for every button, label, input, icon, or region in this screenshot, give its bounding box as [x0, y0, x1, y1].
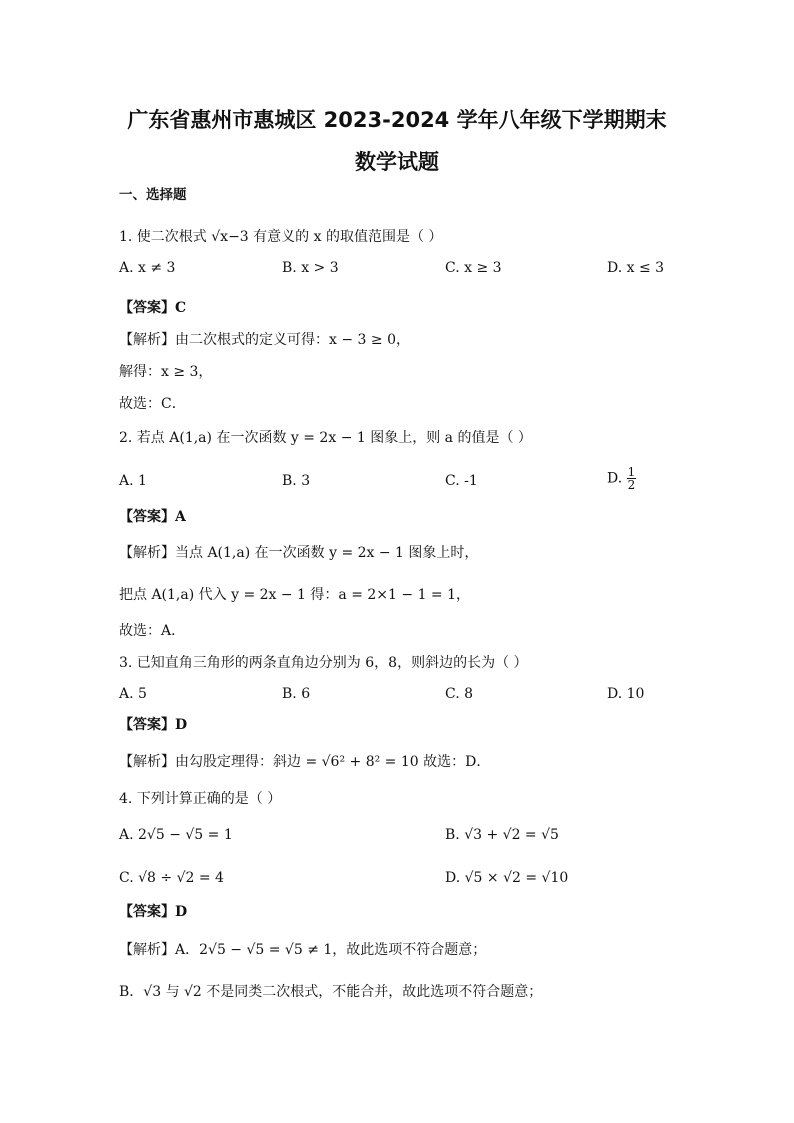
q1-stem: 1. 使二次根式 √x−3 有意义的 x 的取值范围是（ ）: [119, 229, 443, 245]
q3-option-c: C. 8: [445, 686, 474, 702]
q3-answer: 【答案】D: [119, 717, 188, 733]
q2-option-c: C. -1: [445, 473, 478, 489]
q3-stem: 3. 已知直角三角形的两条直角边分别为 6，8，则斜边的长为（ ）: [119, 655, 528, 671]
q2-substitution: 把点 A(1,a) 代入 y = 2x − 1 得：a = 2×1 − 1 = 1，: [119, 587, 471, 603]
q3-analysis: 【解析】由勾股定理得：斜边 = √6² + 8² = 10 故选：D．: [119, 754, 491, 770]
q2-analysis: 【解析】当点 A(1,a) 在一次函数 y = 2x − 1 图象上时，: [119, 545, 479, 561]
q2-choose: 故选：A．: [119, 623, 186, 639]
q3-option-a: A. 5: [119, 686, 147, 702]
q1-analysis: 【解析】由二次根式的定义可得：x − 3 ≥ 0，: [119, 332, 410, 348]
q2-option-a: A. 1: [119, 473, 147, 489]
title-line-2: 数学试题: [355, 150, 439, 174]
fraction-denominator: 2: [627, 478, 636, 492]
q2-option-b: B. 3: [282, 473, 311, 489]
q2-stem: 2. 若点 A(1,a) 在一次函数 y = 2x − 1 图象上，则 a 的值是（ ）: [119, 430, 532, 446]
q4-option-b: B. √3 + √2 = √5: [445, 827, 559, 843]
q4-analysis-a: 【解析】A．2√5 − √5 = √5 ≠ 1，故此选项不符合题意；: [119, 942, 487, 958]
q1-answer: 【答案】C: [119, 300, 187, 316]
q4-analysis-b: B．√3 与 √2 不是同类二次根式，不能合并，故此选项不符合题意；: [119, 984, 543, 1000]
q1-option-d: D. x ≤ 3: [607, 260, 665, 276]
q1-option-c: C. x ≥ 3: [445, 260, 502, 276]
q3-option-d: D. 10: [607, 686, 645, 702]
q4-answer: 【答案】D: [119, 904, 188, 920]
q1-option-b: B. x > 3: [282, 260, 339, 276]
q1-option-a: A. x ≠ 3: [119, 260, 176, 276]
q4-option-c: C. √8 ÷ √2 = 4: [119, 870, 224, 886]
q1-solve: 解得：x ≥ 3，: [119, 364, 213, 380]
title-line-1: 广东省惠州市惠城区 2023-2024 学年八年级下学期期末: [127, 108, 667, 132]
q2-option-d-label: D.: [607, 470, 623, 487]
q2-answer: 【答案】A: [119, 509, 186, 525]
q1-choose: 故选：C．: [119, 396, 186, 412]
fraction: [627, 466, 637, 491]
q4-stem: 4. 下列计算正确的是（ ）: [119, 791, 282, 807]
q4-option-a: A. 2√5 − √5 = 1: [119, 827, 233, 843]
fraction-numerator: 1: [627, 465, 636, 479]
q4-option-d: D. √5 × √2 = √10: [445, 870, 569, 886]
section-heading: 一、选择题: [119, 187, 187, 203]
q2-option-d: [607, 466, 636, 491]
q3-option-b: B. 6: [282, 686, 311, 702]
